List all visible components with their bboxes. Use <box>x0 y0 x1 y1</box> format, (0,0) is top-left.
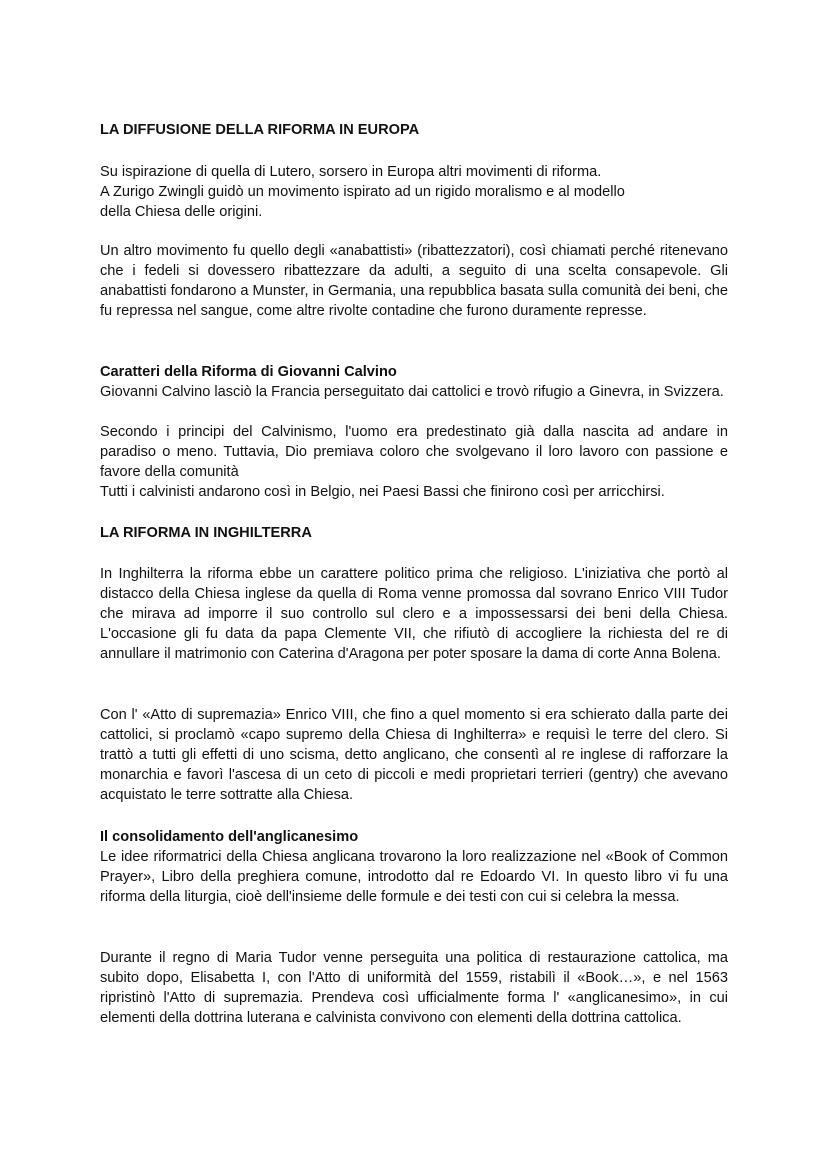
calvino-paragraph-2: Secondo i principi del Calvinismo, l'uomo era predestinato già dalla nascita ad andare in paradiso o meno. Tuttavia, Dio premiava coloro che svolgevano il loro lavoro con passione e favore della comunità <box>100 424 728 480</box>
intro-line-3: della Chiesa delle origini. <box>100 204 263 220</box>
anglicanesimo-paragraph-1: Le idee riformatrici della Chiesa anglicana trovarono la loro realizzazione nel «Book of Common Prayer», Libro della preghiera comune, introdotto dal re Edoardo VI. In questo libro vi fu una riforma della liturgia, cioè dell'insieme delle formule e dei testi con cui si celebra la messa. <box>100 849 728 905</box>
subtitle-calvino: Caratteri della Riforma di Giovanni Calvino <box>100 364 397 380</box>
anglicanesimo-paragraph-2: Durante il regno di Maria Tudor venne perseguita una politica di restaurazione cattolica, ma subito dopo, Elisabetta I, con l'Atto di uniformità del 1559, ristabilì il «Book…», e nel 1563 ripristinò l'Atto di supremazia. Prendeva così ufficialmente forma l' «anglicanesimo», in cui elementi della dottrina luterana e calvinista convivono con elementi della dottrina cattolica. <box>100 950 728 1026</box>
subtitle-anglicanesimo: Il consolidamento dell'anglicanesimo <box>100 829 359 845</box>
anabattisti-paragraph: Un altro movimento fu quello degli «anabattisti» (ribattezzatori), così chiamati perché ritenevano che i fedeli si dovessero ribattezzare da adulti, a seguito di una scelta consapevole. Gli anabattisti fondarono a Munster, in Germania, una repubblica basata sulla comunità dei beni, che fu repressa nel sangue, come altre rivolte contadine che furono duramente represse. <box>100 243 728 319</box>
inghilterra-paragraph-1: In Inghilterra la riforma ebbe un carattere politico prima che religioso. L'iniziativa che portò al distacco della Chiesa inglese da quella di Roma venne promossa dal sovrano Enrico VIII Tudor che mirava ad imporre il suo controllo sul clero e a impossessarsi dei beni della Chiesa. L'occasione gli fu data da papa Clemente VII, che rifiutò di accogliere la richiesta del re di annullare il matrimonio con Caterina d'Aragona per poter sposare la dama di corte Anna Bolena. <box>100 566 728 662</box>
intro-line-1: Su ispirazione di quella di Lutero, sorsero in Europa altri movimenti di riforma. <box>100 164 602 180</box>
intro-paragraph <box>100 162 728 222</box>
section-title-diffusione: LA DIFFUSIONE DELLA RIFORMA IN EUROPA <box>100 122 420 138</box>
section-title-inghilterra: LA RIFORMA IN INGHILTERRA <box>100 525 312 541</box>
calvino-paragraph-1: Giovanni Calvino lasciò la Francia perseguitato dai cattolici e trovò rifugio a Ginevra, in Svizzera. <box>100 384 724 400</box>
inghilterra-paragraph-2: Con l' «Atto di supremazia» Enrico VIII, che fino a quel momento si era schierato dalla parte dei cattolici, si proclamò «capo supremo della Chiesa di Inghilterra» e requisì le terre del clero. Si trattò a tutti gli effetti di uno scisma, detto anglicano, che consentì al re inglese di rafforzare la monarchia e favorì l'ascesa di un ceto di piccoli e medi proprietari terrieri (gentry) che avevano acquistato le terre sottratte alla Chiesa. <box>100 707 728 803</box>
intro-line-2: A Zurigo Zwingli guidò un movimento ispirato ad un rigido moralismo e al modello <box>100 184 625 200</box>
calvino-paragraph-3: Tutti i calvinisti andarono così in Belgio, nei Paesi Bassi che finirono così per arricchirsi. <box>100 484 665 500</box>
